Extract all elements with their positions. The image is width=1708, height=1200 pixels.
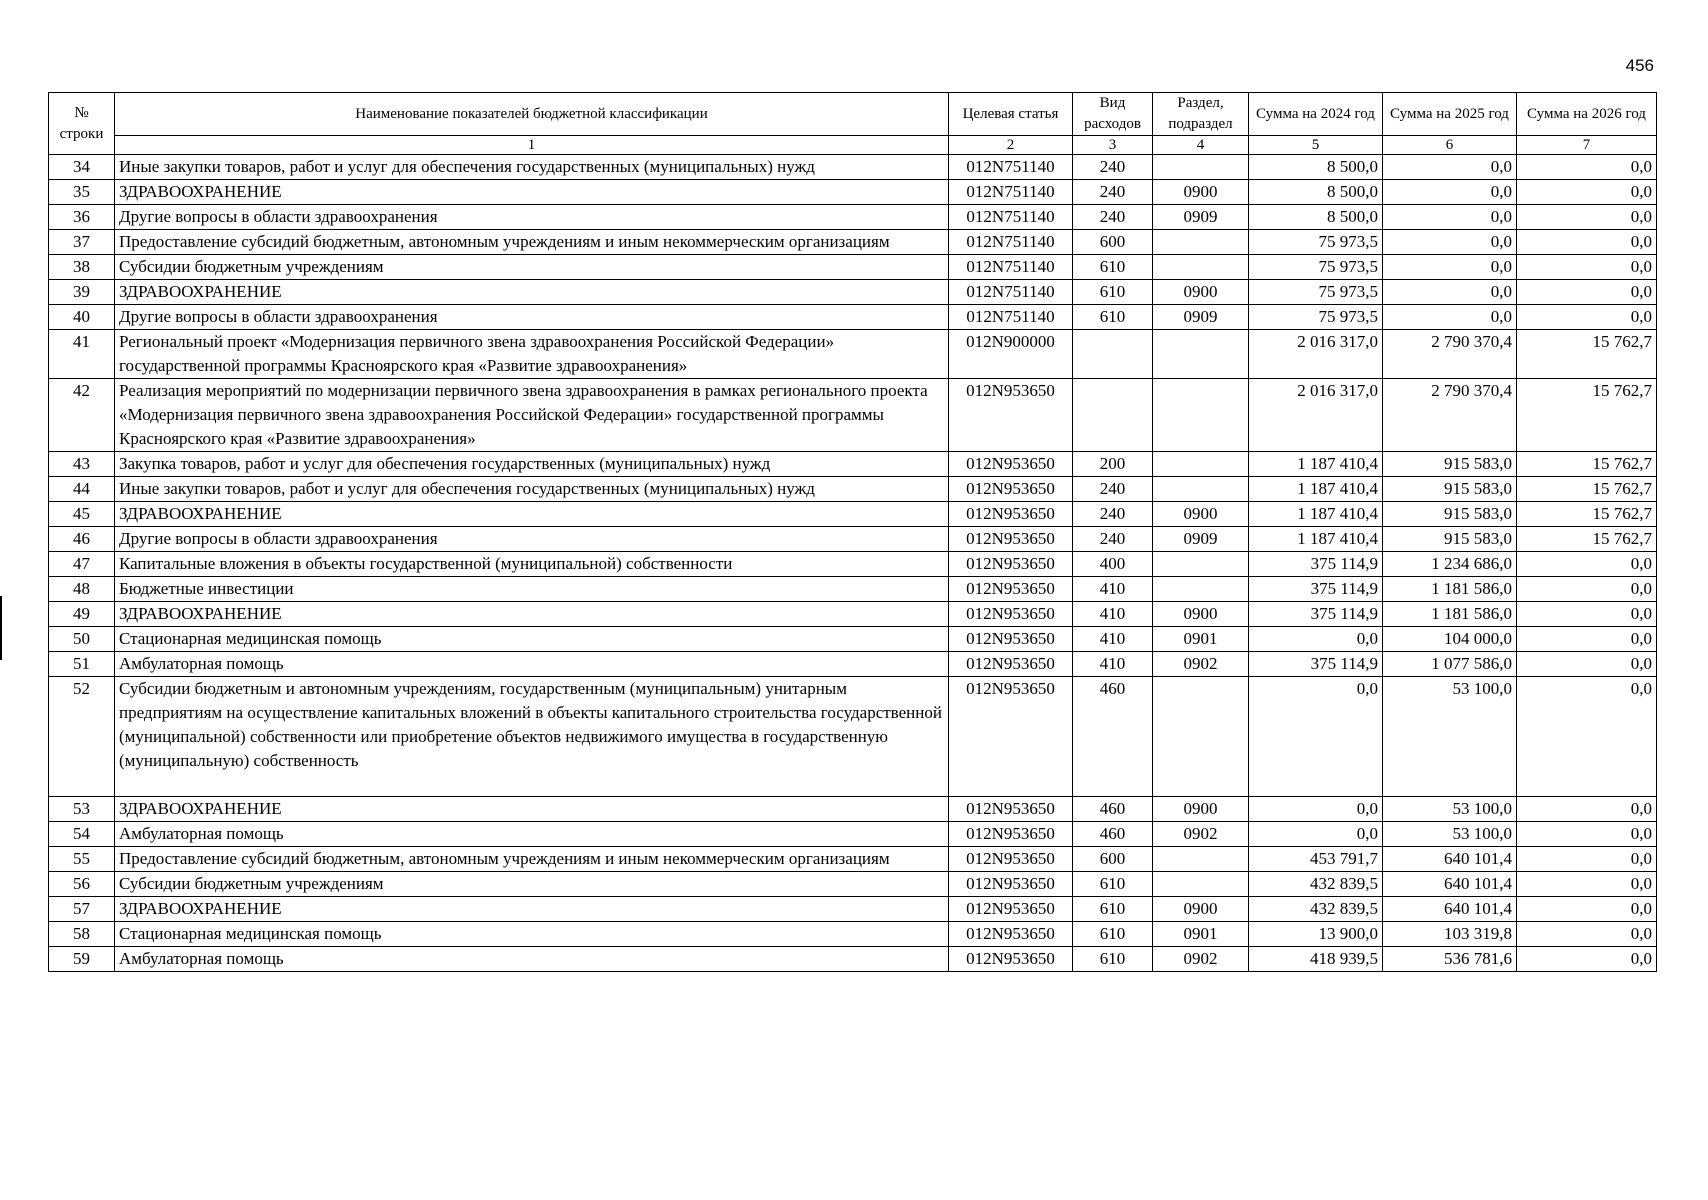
header-name: Наименование показателей бюджетной классификации (115, 93, 949, 136)
header-section: Раздел, подраздел (1153, 93, 1249, 136)
row-name: Амбулаторная помощь (115, 652, 949, 677)
target-article: 012N953650 (949, 677, 1073, 797)
expense-kind: 240 (1073, 527, 1153, 552)
sum-2026: 0,0 (1517, 155, 1657, 180)
section-code (1153, 452, 1249, 477)
row-number: 42 (49, 379, 115, 452)
target-article: 012N953650 (949, 897, 1073, 922)
sum-2025: 915 583,0 (1383, 502, 1517, 527)
row-name: Иные закупки товаров, работ и услуг для обеспечения государственных (муниципальных) нужд (115, 477, 949, 502)
table-row (49, 677, 1657, 797)
table-row (49, 897, 1657, 922)
row-number: 36 (49, 205, 115, 230)
expense-kind: 240 (1073, 180, 1153, 205)
sum-2024: 0,0 (1249, 627, 1383, 652)
row-name: Стационарная медицинская помощь (115, 922, 949, 947)
row-number: 55 (49, 847, 115, 872)
sum-2026: 0,0 (1517, 872, 1657, 897)
section-code (1153, 155, 1249, 180)
expense-kind: 240 (1073, 155, 1153, 180)
row-number: 52 (49, 677, 115, 797)
row-name: ЗДРАВООХРАНЕНИЕ (115, 280, 949, 305)
column-number: 6 (1383, 136, 1517, 155)
sum-2024: 0,0 (1249, 797, 1383, 822)
sum-2026: 15 762,7 (1517, 477, 1657, 502)
row-number: 57 (49, 897, 115, 922)
row-number: 35 (49, 180, 115, 205)
sum-2026: 0,0 (1517, 552, 1657, 577)
sum-2026: 0,0 (1517, 205, 1657, 230)
section-code: 0900 (1153, 897, 1249, 922)
table-row (49, 205, 1657, 230)
section-code: 0902 (1153, 652, 1249, 677)
row-name: Субсидии бюджетным и автономным учреждениям, государственным (муниципальным) унитарным предприятиям на осуществление капитальных вложений в объекты капитального строительства государственной (муниципальной) собственности или приобретение объектов недвижимого имущества в государственную (муниципальную) собственность (115, 677, 949, 797)
sum-2024: 1 187 410,4 (1249, 527, 1383, 552)
table-body (49, 155, 1657, 972)
sum-2026: 0,0 (1517, 947, 1657, 972)
expense-kind: 610 (1073, 922, 1153, 947)
expense-kind: 600 (1073, 230, 1153, 255)
sum-2026: 0,0 (1517, 847, 1657, 872)
row-number: 59 (49, 947, 115, 972)
target-article: 012N953650 (949, 577, 1073, 602)
section-code: 0909 (1153, 205, 1249, 230)
expense-kind: 610 (1073, 255, 1153, 280)
section-code (1153, 577, 1249, 602)
row-number: 41 (49, 330, 115, 379)
table-row (49, 527, 1657, 552)
sum-2024: 75 973,5 (1249, 305, 1383, 330)
expense-kind: 240 (1073, 477, 1153, 502)
row-name: Субсидии бюджетным учреждениям (115, 872, 949, 897)
sum-2026: 0,0 (1517, 180, 1657, 205)
row-name: ЗДРАВООХРАНЕНИЕ (115, 602, 949, 627)
row-name: ЗДРАВООХРАНЕНИЕ (115, 897, 949, 922)
row-number: 56 (49, 872, 115, 897)
section-code: 0900 (1153, 602, 1249, 627)
sum-2025: 53 100,0 (1383, 677, 1517, 797)
sum-2025: 53 100,0 (1383, 822, 1517, 847)
section-code: 0902 (1153, 947, 1249, 972)
table-row (49, 230, 1657, 255)
sum-2024: 375 114,9 (1249, 552, 1383, 577)
target-article: 012N953650 (949, 379, 1073, 452)
column-number: 3 (1073, 136, 1153, 155)
row-name: Региональный проект «Модернизация первичного звена здравоохранения Российской Федерации» государственной программы Красноярского края «Развитие здравоохранения» (115, 330, 949, 379)
sum-2025: 0,0 (1383, 255, 1517, 280)
row-number: 38 (49, 255, 115, 280)
expense-kind: 410 (1073, 577, 1153, 602)
section-code: 0901 (1153, 922, 1249, 947)
target-article: 012N953650 (949, 502, 1073, 527)
sum-2024: 375 114,9 (1249, 602, 1383, 627)
sum-2024: 8 500,0 (1249, 180, 1383, 205)
row-name: Другие вопросы в области здравоохранения (115, 305, 949, 330)
sum-2025: 103 319,8 (1383, 922, 1517, 947)
table-row (49, 305, 1657, 330)
table-row (49, 379, 1657, 452)
sum-2024: 0,0 (1249, 677, 1383, 797)
sum-2025: 0,0 (1383, 180, 1517, 205)
header-sum-2024: Сумма на 2024 год (1249, 93, 1383, 136)
section-code (1153, 379, 1249, 452)
target-article: 012N953650 (949, 602, 1073, 627)
target-article: 012N751140 (949, 305, 1073, 330)
table-row (49, 280, 1657, 305)
table-row (49, 155, 1657, 180)
sum-2025: 1 181 586,0 (1383, 577, 1517, 602)
table-row (49, 180, 1657, 205)
sum-2025: 0,0 (1383, 155, 1517, 180)
sum-2025: 1 234 686,0 (1383, 552, 1517, 577)
section-code (1153, 872, 1249, 897)
sum-2024: 1 187 410,4 (1249, 477, 1383, 502)
sum-2024: 375 114,9 (1249, 652, 1383, 677)
column-number: 4 (1153, 136, 1249, 155)
target-article: 012N900000 (949, 330, 1073, 379)
row-name: ЗДРАВООХРАНЕНИЕ (115, 797, 949, 822)
sum-2025: 915 583,0 (1383, 452, 1517, 477)
target-article: 012N953650 (949, 847, 1073, 872)
expense-kind: 410 (1073, 602, 1153, 627)
row-number: 51 (49, 652, 115, 677)
section-code: 0901 (1153, 627, 1249, 652)
budget-table (48, 92, 1657, 972)
row-name: Стационарная медицинская помощь (115, 627, 949, 652)
row-name: ЗДРАВООХРАНЕНИЕ (115, 180, 949, 205)
sum-2024: 75 973,5 (1249, 280, 1383, 305)
row-number: 54 (49, 822, 115, 847)
table-row (49, 577, 1657, 602)
row-number: 40 (49, 305, 115, 330)
sum-2026: 0,0 (1517, 577, 1657, 602)
expense-kind (1073, 330, 1153, 379)
table-row (49, 330, 1657, 379)
sum-2025: 1 181 586,0 (1383, 602, 1517, 627)
section-code: 0900 (1153, 180, 1249, 205)
row-number: 45 (49, 502, 115, 527)
table-row (49, 452, 1657, 477)
sum-2024: 0,0 (1249, 822, 1383, 847)
sum-2025: 0,0 (1383, 305, 1517, 330)
sum-2024: 8 500,0 (1249, 205, 1383, 230)
target-article: 012N953650 (949, 452, 1073, 477)
row-number: 34 (49, 155, 115, 180)
row-number: 39 (49, 280, 115, 305)
row-name: Предоставление субсидий бюджетным, автономным учреждениям и иным некоммерческим организациям (115, 230, 949, 255)
row-name: Иные закупки товаров, работ и услуг для обеспечения государственных (муниципальных) нужд (115, 155, 949, 180)
row-name: Предоставление субсидий бюджетным, автономным учреждениям и иным некоммерческим организациям (115, 847, 949, 872)
expense-kind: 610 (1073, 305, 1153, 330)
row-name: Субсидии бюджетным учреждениям (115, 255, 949, 280)
table-row (49, 872, 1657, 897)
expense-kind: 410 (1073, 652, 1153, 677)
expense-kind (1073, 379, 1153, 452)
sum-2026: 0,0 (1517, 897, 1657, 922)
sum-2025: 915 583,0 (1383, 477, 1517, 502)
target-article: 012N953650 (949, 872, 1073, 897)
table-row (49, 477, 1657, 502)
sum-2026: 15 762,7 (1517, 452, 1657, 477)
sum-2025: 915 583,0 (1383, 527, 1517, 552)
expense-kind: 610 (1073, 280, 1153, 305)
target-article: 012N953650 (949, 652, 1073, 677)
target-article: 012N751140 (949, 205, 1073, 230)
table-row (49, 922, 1657, 947)
sum-2025: 2 790 370,4 (1383, 379, 1517, 452)
row-name: Амбулаторная помощь (115, 822, 949, 847)
section-code: 0909 (1153, 305, 1249, 330)
row-number: 53 (49, 797, 115, 822)
row-name: Другие вопросы в области здравоохранения (115, 527, 949, 552)
table-row (49, 627, 1657, 652)
sum-2024: 2 016 317,0 (1249, 330, 1383, 379)
header-sum-2026: Сумма на 2026 год (1517, 93, 1657, 136)
target-article: 012N953650 (949, 552, 1073, 577)
sum-2024: 75 973,5 (1249, 255, 1383, 280)
section-code (1153, 847, 1249, 872)
sum-2025: 640 101,4 (1383, 872, 1517, 897)
row-number: 46 (49, 527, 115, 552)
sum-2024: 1 187 410,4 (1249, 502, 1383, 527)
row-number: 47 (49, 552, 115, 577)
sum-2024: 375 114,9 (1249, 577, 1383, 602)
row-number: 49 (49, 602, 115, 627)
section-code (1153, 552, 1249, 577)
sum-2024: 432 839,5 (1249, 872, 1383, 897)
column-number: 5 (1249, 136, 1383, 155)
row-name: Амбулаторная помощь (115, 947, 949, 972)
row-name: Закупка товаров, работ и услуг для обеспечения государственных (муниципальных) нужд (115, 452, 949, 477)
expense-kind: 410 (1073, 627, 1153, 652)
sum-2026: 15 762,7 (1517, 330, 1657, 379)
sum-2024: 418 939,5 (1249, 947, 1383, 972)
column-number: 7 (1517, 136, 1657, 155)
row-number: 48 (49, 577, 115, 602)
target-article: 012N953650 (949, 922, 1073, 947)
expense-kind: 600 (1073, 847, 1153, 872)
section-code: 0902 (1153, 822, 1249, 847)
sum-2025: 0,0 (1383, 205, 1517, 230)
sum-2024: 8 500,0 (1249, 155, 1383, 180)
sum-2025: 104 000,0 (1383, 627, 1517, 652)
sum-2026: 0,0 (1517, 677, 1657, 797)
sum-2025: 1 077 586,0 (1383, 652, 1517, 677)
table-row (49, 502, 1657, 527)
section-code: 0900 (1153, 502, 1249, 527)
column-number-row (49, 136, 1657, 155)
sum-2026: 15 762,7 (1517, 527, 1657, 552)
row-number: 43 (49, 452, 115, 477)
sum-2025: 536 781,6 (1383, 947, 1517, 972)
sum-2024: 432 839,5 (1249, 897, 1383, 922)
target-article: 012N751140 (949, 230, 1073, 255)
table-row (49, 602, 1657, 627)
target-article: 012N953650 (949, 527, 1073, 552)
sum-2024: 13 900,0 (1249, 922, 1383, 947)
expense-kind: 460 (1073, 822, 1153, 847)
sum-2024: 1 187 410,4 (1249, 452, 1383, 477)
table-row (49, 797, 1657, 822)
table-row (49, 552, 1657, 577)
target-article: 012N953650 (949, 947, 1073, 972)
expense-kind: 240 (1073, 205, 1153, 230)
sum-2026: 0,0 (1517, 305, 1657, 330)
sum-2024: 453 791,7 (1249, 847, 1383, 872)
row-name: Другие вопросы в области здравоохранения (115, 205, 949, 230)
sum-2025: 53 100,0 (1383, 797, 1517, 822)
header-row-no: № строки (49, 93, 115, 155)
sum-2026: 15 762,7 (1517, 502, 1657, 527)
scan-margin-mark (0, 596, 2, 660)
expense-kind: 240 (1073, 502, 1153, 527)
section-code: 0900 (1153, 280, 1249, 305)
expense-kind: 460 (1073, 797, 1153, 822)
section-code (1153, 230, 1249, 255)
column-number: 2 (949, 136, 1073, 155)
header-target: Целевая статья (949, 93, 1073, 136)
sum-2024: 2 016 317,0 (1249, 379, 1383, 452)
target-article: 012N751140 (949, 255, 1073, 280)
table-row (49, 847, 1657, 872)
header-sum-2025: Сумма на 2025 год (1383, 93, 1517, 136)
sum-2025: 0,0 (1383, 230, 1517, 255)
section-code (1153, 255, 1249, 280)
header-kind: Вид расходов (1073, 93, 1153, 136)
sum-2026: 0,0 (1517, 922, 1657, 947)
sum-2025: 640 101,4 (1383, 897, 1517, 922)
expense-kind: 610 (1073, 872, 1153, 897)
sum-2026: 0,0 (1517, 602, 1657, 627)
header-row (49, 93, 1657, 136)
sum-2026: 0,0 (1517, 797, 1657, 822)
expense-kind: 400 (1073, 552, 1153, 577)
table-row (49, 255, 1657, 280)
sum-2025: 0,0 (1383, 280, 1517, 305)
section-code: 0909 (1153, 527, 1249, 552)
row-name: ЗДРАВООХРАНЕНИЕ (115, 502, 949, 527)
expense-kind: 610 (1073, 947, 1153, 972)
table-row (49, 822, 1657, 847)
section-code (1153, 677, 1249, 797)
sum-2026: 0,0 (1517, 627, 1657, 652)
target-article: 012N953650 (949, 797, 1073, 822)
row-name: Капитальные вложения в объекты государственной (муниципальной) собственности (115, 552, 949, 577)
section-code: 0900 (1153, 797, 1249, 822)
target-article: 012N953650 (949, 627, 1073, 652)
expense-kind: 610 (1073, 897, 1153, 922)
table-row (49, 947, 1657, 972)
sum-2025: 2 790 370,4 (1383, 330, 1517, 379)
page-number: 456 (1625, 56, 1654, 75)
expense-kind: 200 (1073, 452, 1153, 477)
row-number: 50 (49, 627, 115, 652)
column-number: 1 (115, 136, 949, 155)
row-number: 37 (49, 230, 115, 255)
target-article: 012N751140 (949, 180, 1073, 205)
section-code (1153, 477, 1249, 502)
row-name: Бюджетные инвестиции (115, 577, 949, 602)
target-article: 012N751140 (949, 155, 1073, 180)
sum-2026: 15 762,7 (1517, 379, 1657, 452)
sum-2026: 0,0 (1517, 652, 1657, 677)
target-article: 012N953650 (949, 477, 1073, 502)
sum-2026: 0,0 (1517, 280, 1657, 305)
row-name: Реализация мероприятий по модернизации первичного звена здравоохранения в рамках регионального проекта «Модернизация первичного звена здравоохранения Российской Федерации» государственной программы Красноярского края «Развитие здравоохранения» (115, 379, 949, 452)
sum-2025: 640 101,4 (1383, 847, 1517, 872)
sum-2024: 75 973,5 (1249, 230, 1383, 255)
target-article: 012N953650 (949, 822, 1073, 847)
table-row (49, 652, 1657, 677)
sum-2026: 0,0 (1517, 230, 1657, 255)
row-number: 44 (49, 477, 115, 502)
sum-2026: 0,0 (1517, 255, 1657, 280)
sum-2026: 0,0 (1517, 822, 1657, 847)
expense-kind: 460 (1073, 677, 1153, 797)
target-article: 012N751140 (949, 280, 1073, 305)
row-number: 58 (49, 922, 115, 947)
section-code (1153, 330, 1249, 379)
